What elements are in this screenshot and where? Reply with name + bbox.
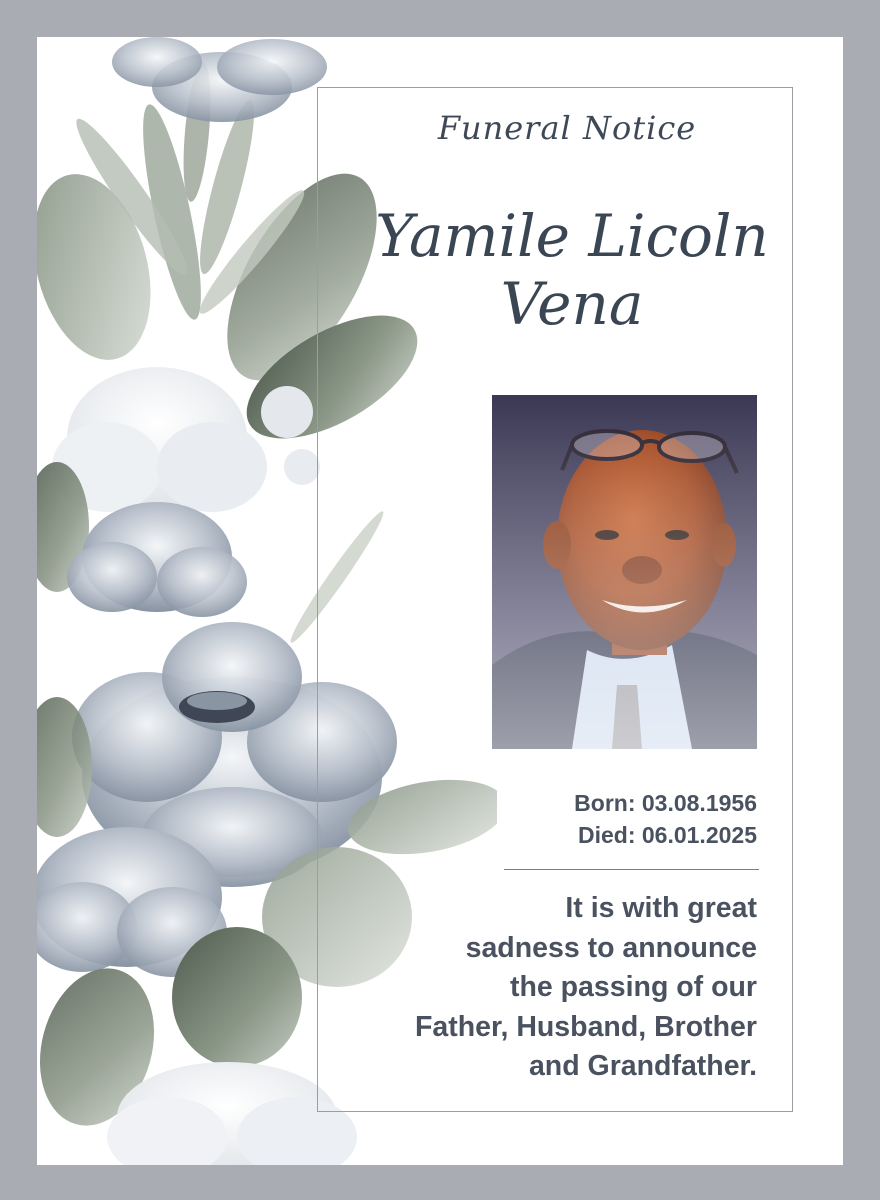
name-line-2: Vena xyxy=(500,270,644,338)
message-line: It is with great xyxy=(565,892,757,924)
divider-line xyxy=(504,869,759,870)
message-line: the passing of our xyxy=(509,971,757,1003)
name-line-1: Yamile Licoln xyxy=(375,202,769,270)
portrait-photo xyxy=(492,395,757,749)
funeral-notice-card xyxy=(37,37,843,1165)
blue-flower-middle xyxy=(67,502,247,617)
message-line: sadness to announce xyxy=(465,931,757,964)
died-date: Died: 06.01.2025 xyxy=(577,822,757,848)
deceased-name xyxy=(337,202,807,338)
message-line: and Grandfather. xyxy=(528,1050,757,1082)
message-line: Father, Husband, Brother xyxy=(414,1010,757,1043)
announcement-message xyxy=(327,889,757,1087)
notice-heading: Funeral Notice xyxy=(437,109,697,147)
born-date: Born: 03.08.1956 xyxy=(574,790,757,816)
life-dates xyxy=(437,787,757,851)
